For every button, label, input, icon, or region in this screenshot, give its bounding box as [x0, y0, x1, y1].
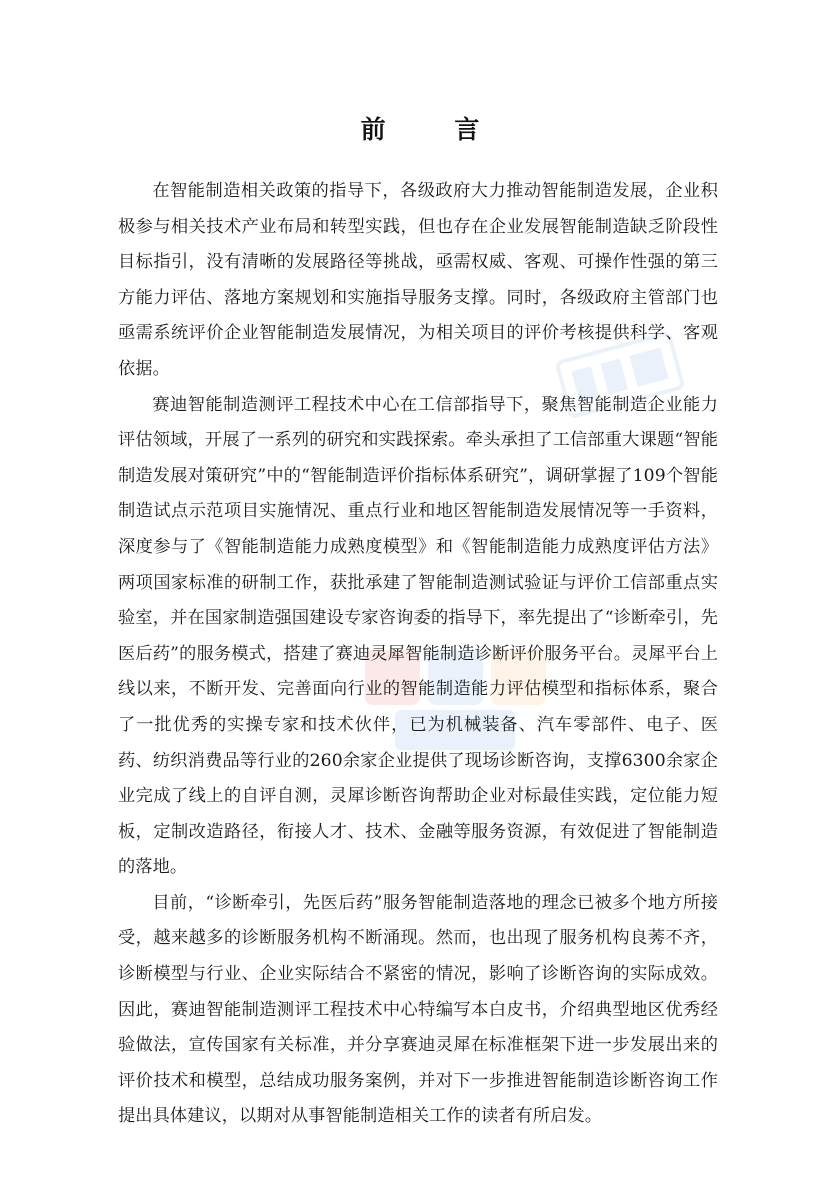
paragraph-1: 在智能制造相关政策的指导下，各级政府大力推动智能制造发展，企业积极参与相关技术产业布局和转型实践，但也存在企业发展智能制造缺乏阶段性目标指引，没有清晰的发展路径等挑战，亟需权威、客观、可操作性强的第三方能力评估、落地方案规划和实施指导服务支撑。同时，各级政府主管部门也亟需系统评价企业智能制造发展情况，为相关项目的评价考核提供科学、客观依据。 [118, 181, 718, 379]
paragraph-2: 赛迪智能制造测评工程技术中心在工信部指导下，聚焦智能制造企业能力评估领域，开展了一系列的研究和实践探索。牵头承担了工信部重大课题“智能制造发展对策研究”中的“智能制造评价指标体系研究”，调研掌握了109个智能制造试点示范项目实施情况、重点行业和地区智能制造发展情况等一手资料，深度参与了《智能制造能力成熟度模型》和《智能制造能力成熟度评估方法》两项国家标准的研制工作，获批承建了智能制造测试验证与评价工信部重点实验室，并在国家制造强国建设专家咨询委的指导下，率先提出了“诊断牵引，先医后药”的服务模式，搭建了赛迪灵犀智能制造诊断评价服务平台。灵犀平台上线以来，不断开发、完善面向行业的智能制造能力评估模型和指标体系，聚合了一批优秀的实操专家和技术伙伴，已为机械装备、汽车零部件、电子、医药、纺织消费品等行业的260余家企业提供了现场诊断咨询，支撑6300余家企业完成了线上的自评自测，灵犀诊断咨询帮助企业对标最佳实践，定位能力短板，定制改造路径，衔接人才、技术、金融等服务资源，有效促进了智能制造的落地。 [118, 394, 718, 878]
body-text [118, 174, 718, 1135]
page-title: 前 言 [360, 115, 510, 144]
paragraph-3: 目前，“诊断牵引，先医后药”服务智能制造落地的理念已被多个地方所接受，越来越多的诊断服务机构不断涌现。然而，也出现了服务机构良莠不齐，诊断模型与行业、企业实际结合不紧密的情况，影响了诊断咨询的实际成效。因此，赛迪智能制造测评工程技术中心特编写本白皮书，介绍典型地区优秀经验做法，宣传国家有关标准，并分享赛迪灵犀在标准框架下进一步发展出来的评价技术和模型，总结成功服务案例，并对下一步推进智能制造诊断咨询工作提出具体建议，以期对从事智能制造相关工作的读者有所启发。 [118, 892, 718, 1127]
